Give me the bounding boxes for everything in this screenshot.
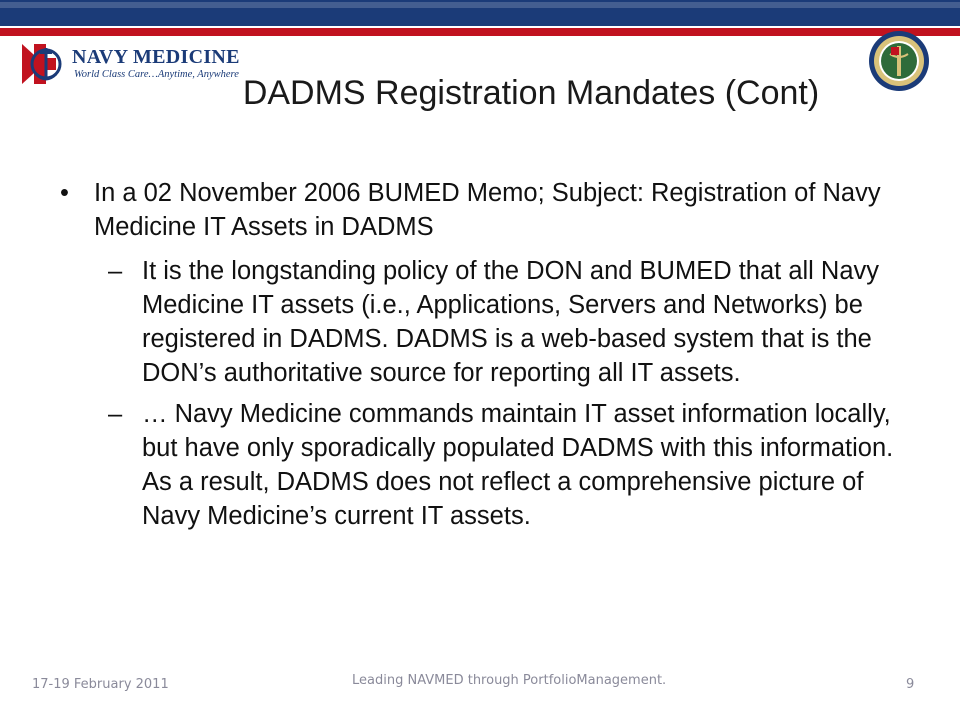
bullet-mark: • — [60, 179, 69, 207]
page-number: 9 — [906, 677, 915, 692]
bullet-text: In a 02 November 2006 BUMED Memo; Subject: Registration of Navy Medicine IT Assets in DADMS — [94, 179, 881, 241]
slide-title: DADMS Registration Mandates (Cont) — [242, 74, 820, 112]
sub-item — [60, 254, 920, 390]
sub-item-text: It is the longstanding policy of the DON and BUMED that all Navy Medicine IT assets (i.e., Applications, Servers and Networks) be registered in DADMS. DADMS is a web-based system that is the DON’s authoritative source for reporting all IT assets. — [142, 257, 880, 387]
dash-mark: – — [108, 400, 123, 428]
dash-mark: – — [108, 257, 123, 285]
logo-tagline: World Class Care…Anytime, Anywhere — [74, 69, 239, 80]
sub-item — [60, 397, 920, 533]
slide-body — [60, 176, 920, 540]
bullet-item — [60, 176, 920, 244]
top-banner — [0, 0, 960, 36]
sub-item-text: … Navy Medicine commands maintain IT asset information locally, but have only sporadically populated DADMS with this information. As a result, DADMS does not reflect a comprehensive picture of Navy Medicine’s current IT assets. — [142, 400, 894, 530]
logo-title: NAVY MEDICINE — [72, 46, 240, 68]
footer-tagline: Leading NAVMED through PortfolioManagement. — [352, 673, 667, 688]
footer-date: 17-19 February 2011 — [32, 677, 169, 692]
